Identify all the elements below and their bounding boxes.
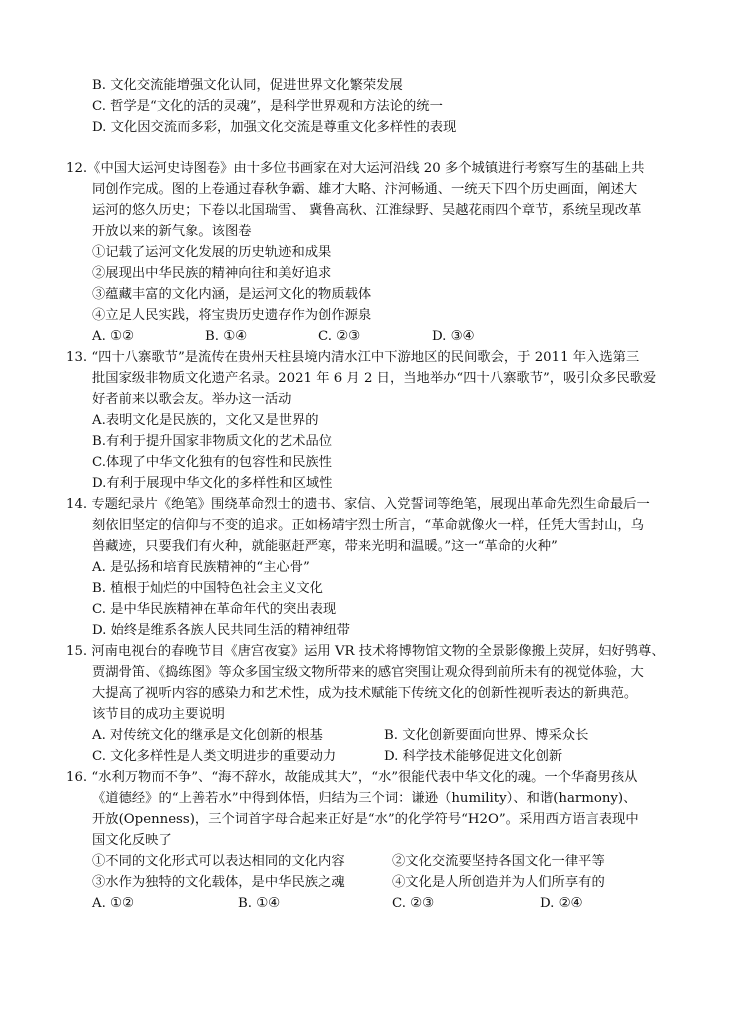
q12-statement: ③蕴藏丰富的文化内涵，是运河文化的物质载体 — [92, 287, 372, 302]
q13-stem-line: 13. “四十八寨歌节”是流传在贵州天柱县境内清水江中下游地区的民间歌会，于 2011 年入选第三 — [66, 350, 640, 365]
q16-statement: ②文化交流要坚持各国文化一律平等 — [392, 854, 605, 869]
q16-statement: ③水作为独特的文化载体，是中华民族之魂 — [92, 875, 345, 890]
q13-option-d: D.有利于展现中华文化的多样性和区域性 — [92, 476, 333, 491]
q14-option-a: A. 是弘扬和培育民族精神的“主心骨” — [92, 560, 310, 575]
q12-choice-d: D. ③④ — [432, 329, 475, 344]
q16-choice-d: D. ②④ — [540, 896, 583, 911]
q14-option-d: D. 始终是维系各族人民共同生活的精神纽带 — [92, 623, 350, 638]
q16-choice-a: A. ①② — [92, 896, 134, 911]
q16-stem-line: 16. “水利万物而不争”、“海不辞水，故能成其大”，“水”很能代表中华文化的魂。一个华裔男孩从 — [66, 770, 638, 785]
q16-stem-line: 开放(Openness)，三个词首字母合起来正好是“水”的化学符号“H2O”。采用西方语言表现中 — [92, 812, 639, 827]
q11-option-d: D. 文化因交流而多彩，加强文化交流是尊重文化多样性的表现 — [92, 120, 457, 135]
q13-stem-line: 批国家级非物质文化遗产名录。2021 年 6 月 2 日，当地举办“四十八寨歌节”，吸引众多民歌爱 — [92, 371, 657, 386]
q15-option-a: A. 对传统文化的继承是文化创新的根基 — [92, 728, 323, 743]
q13-option-b: B.有利于提升国家非物质文化的艺术品位 — [92, 434, 333, 449]
q13-option-a: A.表明文化是民族的，文化又是世界的 — [92, 413, 319, 428]
q11-option-b: B. 文化交流能增强文化认同，促进世界文化繁荣发展 — [92, 78, 403, 93]
q13-stem-line: 好者前来以歌会友。举办这一活动 — [92, 392, 292, 407]
q16-stem-line: 《道德经》的“上善若水”中得到体悟，归结为三个词：谦逊（humility）、和谐(harmony)、 — [92, 791, 637, 806]
q12-choice-b: B. ①④ — [205, 329, 248, 344]
q12-stem-line: 12.《中国大运河史诗图卷》由十多位书画家在对大运河沿线 20 多个城镇进行考察写生的基础上共 — [66, 161, 645, 176]
q12-statement: ④立足人民实践，将宝贵历史遗存作为创作源泉 — [92, 308, 372, 323]
q15-option-b: B. 文化创新要面向世界、博采众长 — [384, 728, 589, 743]
q11-option-c: C. 哲学是“文化的活的灵魂”，是科学世界观和方法论的统一 — [92, 99, 443, 114]
q14-stem-line: 刻依旧坚定的信仰与不变的追求。正如杨靖宇烈士所言，“革命就像火一样，任凭大雪封山，乌 — [92, 518, 644, 533]
q16-statement: ④文化是人所创造并为人们所享有的 — [392, 875, 605, 890]
q12-stem-line: 开放以来的新气象。该图卷 — [92, 224, 252, 239]
q15-stem-line: 大提高了视听内容的感染力和艺术性，成为技术赋能下传统文化的创新性视听表达的新典范。 — [92, 686, 638, 701]
q13-option-c: C.体现了中华文化独有的包容性和民族性 — [92, 455, 332, 470]
q14-stem-line: 兽藏迹，只要我们有火种，就能驱赶严寒，带来光明和温暖。”这一“革命的火种” — [92, 539, 558, 554]
q14-option-b: B. 植根于灿烂的中国特色社会主义文化 — [92, 581, 323, 596]
q15-option-d: D. 科学技术能够促进文化创新 — [384, 749, 563, 764]
q16-stem-line: 国文化反映了 — [92, 833, 172, 848]
q14-stem-line: 14. 专题纪录片《绝笔》围绕革命烈士的遗书、家信、入党誓词等绝笔，展现出革命先烈生命最后一 — [66, 497, 650, 512]
q16-statement: ①不同的文化形式可以表达相同的文化内容 — [92, 854, 345, 869]
q16-choice-c: C. ②③ — [392, 896, 434, 911]
q14-option-c: C. 是中华民族精神在革命年代的突出表现 — [92, 602, 337, 617]
q15-stem-line: 该节目的成功主要说明 — [92, 707, 225, 722]
q12-statement: ②展现出中华民族的精神向往和美好追求 — [92, 266, 332, 281]
q16-choice-b: B. ①④ — [238, 896, 281, 911]
q12-choice-a: A. ①② — [92, 329, 134, 344]
q12-stem-line: 运河的悠久历史；下卷以北国瑞雪、 冀鲁高秋、江淮绿野、吴越花雨四个章节，系统呈现改革 — [92, 203, 642, 218]
q12-choice-c: C. ②③ — [318, 329, 360, 344]
q12-statement: ①记载了运河文化发展的历史轨迹和成果 — [92, 245, 332, 260]
q15-stem-line: 15. 河南电视台的春晚节目《唐宫夜宴》运用 VR 技术将博物馆文物的全景影像搬上荧屏，妇好鸮尊、 — [66, 644, 665, 659]
q15-stem-line: 贾湖骨笛、《捣练图》等众多国宝级文物所带来的感官突围让观众得到前所未有的视觉体验，大 — [92, 665, 644, 680]
q15-option-c: C. 文化多样性是人类文明进步的重要动力 — [92, 749, 337, 764]
q12-stem-line: 同创作完成。图的上卷通过春秋争霸、雄才大略、汴河畅通、一统天下四个历史画面，阐述大 — [92, 182, 638, 197]
